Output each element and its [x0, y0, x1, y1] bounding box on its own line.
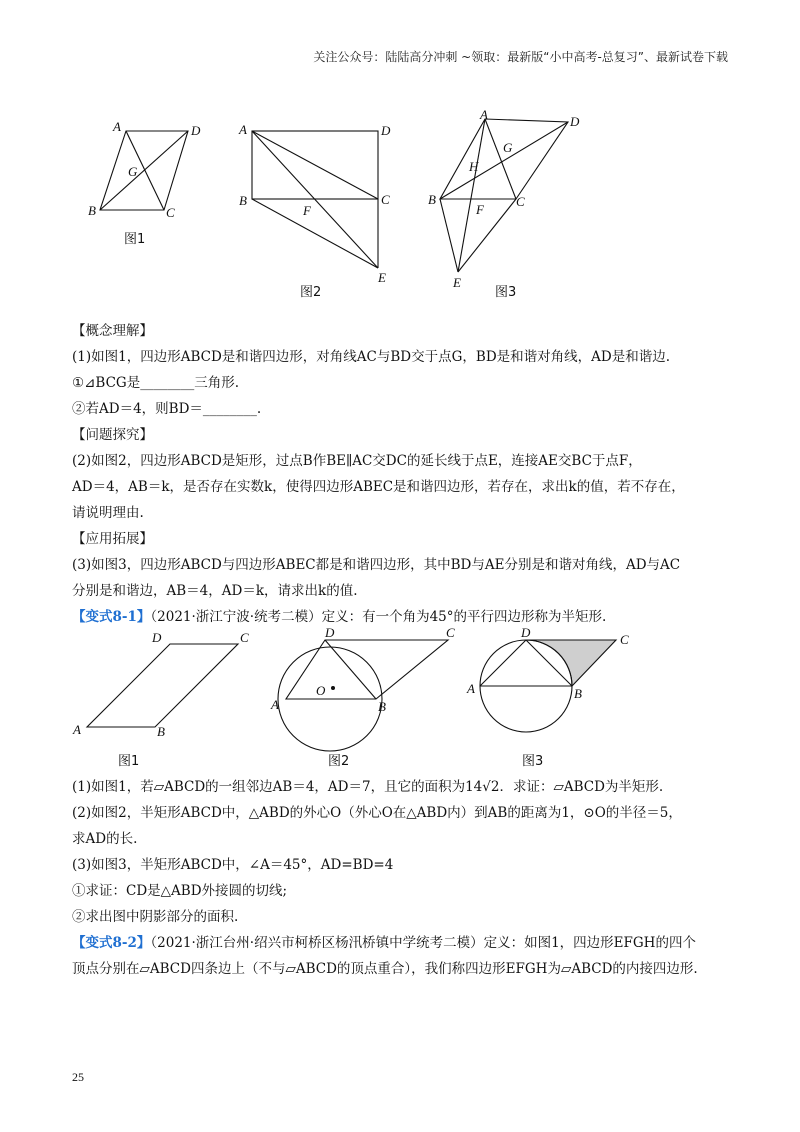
fig3-label-D: D [570, 114, 580, 129]
question-2-line-1: (2)如图2，四边形ABCD是矩形，过点B作BE∥AC交DC的延长线于点E，连接AE交BC于点F， [72, 453, 642, 469]
variant-8-1-tag: 【变式8-1】 [72, 609, 151, 625]
v-fig2-label-O: O [316, 683, 326, 698]
fig3-label-E: E [453, 275, 461, 290]
fig3-label-C: C [516, 194, 525, 209]
fig3-label-A: A [480, 107, 488, 122]
v-fig2-label-C: C [446, 625, 455, 640]
question-2-line-2: AD＝4，AB＝k，是否存在实数k，使得四边形ABEC是和谐四边形，若存在，求出k的值，若不存在， [72, 479, 685, 495]
explore-heading: 【问题探究】 [72, 427, 153, 443]
fig1-label-B: B [88, 203, 96, 218]
fig3-label-H: H [469, 159, 479, 174]
fig1-label-D: D [191, 123, 201, 138]
fig2-caption: 图2 [300, 285, 322, 300]
v-fig2-label-D: D [325, 625, 335, 640]
fig2-label-B: B [239, 193, 247, 208]
fig3-label-G: G [503, 140, 513, 155]
variant-8-1-question-2-line-1: (2)如图2，半矩形ABCD中，△ABD的外心O（外心O在△ABD内）到AB的距离为1，⊙O的半径＝5， [72, 805, 682, 821]
fig2-label-A: A [239, 122, 247, 137]
fig1-label-C: C [166, 205, 175, 220]
fig2-label-F: F [303, 203, 311, 218]
fig1-caption: 图1 [124, 232, 146, 247]
circle-center-dot [331, 686, 335, 690]
fig3-label-B: B [428, 192, 436, 207]
v-fig1-label-C: C [240, 630, 249, 645]
variant-8-1-text: （2021·浙江宁波·统考二模）定义：有一个角为45°的平行四边形称为半矩形. [150, 609, 607, 625]
fig1-label-A: A [113, 119, 121, 134]
fig1-label-G: G [128, 164, 138, 179]
v-fig2-caption: 图2 [328, 754, 350, 769]
page-header: 关注公众号：陆陆高分冲刺 ~领取：最新版“小中高考-总复习”、最新试卷下载 [313, 50, 728, 64]
v-fig3-label-C: C [620, 632, 629, 647]
question-1-part-b: ②若AD＝4，则BD＝________. [72, 401, 262, 417]
v-fig2-label-B: B [378, 699, 386, 714]
fig3-label-F: F [476, 202, 484, 217]
v-fig3-label-D: D [521, 625, 531, 640]
variant-8-2-text-line-2: 顶点分别在▱ABCD四条边上（不与▱ABCD的顶点重合），我们称四边形EFGH为▱ABCD的内接四边形. [72, 961, 698, 977]
fig2-label-D: D [381, 123, 391, 138]
page-number: 25 [72, 1070, 84, 1084]
v-fig3-caption: 图3 [522, 754, 544, 769]
question-1-part-a: ①⊿BCG是________三角形. [72, 375, 239, 391]
variant-8-1-question-3-part-b: ②求出图中阴影部分的面积. [72, 909, 239, 925]
variant-8-1-question-2-line-2: 求AD的长. [72, 831, 138, 847]
v-fig3-label-A: A [467, 681, 475, 696]
variant-8-2-text-line-1: （2021·浙江台州·绍兴市柯桥区杨汛桥镇中学统考二模）定义：如图1，四边形EFGH的四个 [150, 935, 696, 951]
fig2-label-E: E [378, 270, 386, 285]
variant-8-1-question-1: (1)如图1，若▱ABCD的一组邻边AB＝4，AD＝7，且它的面积为14√2．求证：▱ABCD为半矩形. [72, 779, 664, 795]
variant-8-1-question-3-part-a: ①求证：CD是△ABD外接圆的切线; [72, 883, 288, 899]
variant-8-2-intro [72, 930, 732, 956]
question-3-line-2: 分别是和谐边，AB＝4，AD＝k，请求出k的值. [72, 583, 358, 599]
fig3-caption: 图3 [495, 285, 517, 300]
v-fig1-caption: 图1 [118, 754, 140, 769]
v-fig2-label-A: A [271, 697, 279, 712]
variant-8-2-tag: 【变式8-2】 [72, 935, 151, 951]
question-2-line-3: 请说明理由. [72, 505, 144, 521]
concept-heading: 【概念理解】 [72, 323, 153, 339]
v-fig1-label-B: B [157, 724, 165, 739]
variant-questions [72, 774, 732, 982]
fig2-label-C: C [381, 192, 390, 207]
question-1: (1)如图1，四边形ABCD是和谐四边形，对角线AC与BD交于点G，BD是和谐对角线，AD是和谐边. [72, 349, 671, 365]
question-3-line-1: (3)如图3，四边形ABCD与四边形ABEC都是和谐四边形，其中BD与AE分别是和谐对角线，AD与AC [72, 557, 681, 573]
v-fig1-label-D: D [152, 630, 162, 645]
v-fig1-label-A: A [73, 722, 81, 737]
variant-8-1-question-3: (3)如图3，半矩形ABCD中，∠A＝45°，AD=BD=4 [72, 857, 394, 873]
extend-heading: 【应用拓展】 [72, 531, 153, 547]
v-fig3-label-B: B [574, 686, 582, 701]
